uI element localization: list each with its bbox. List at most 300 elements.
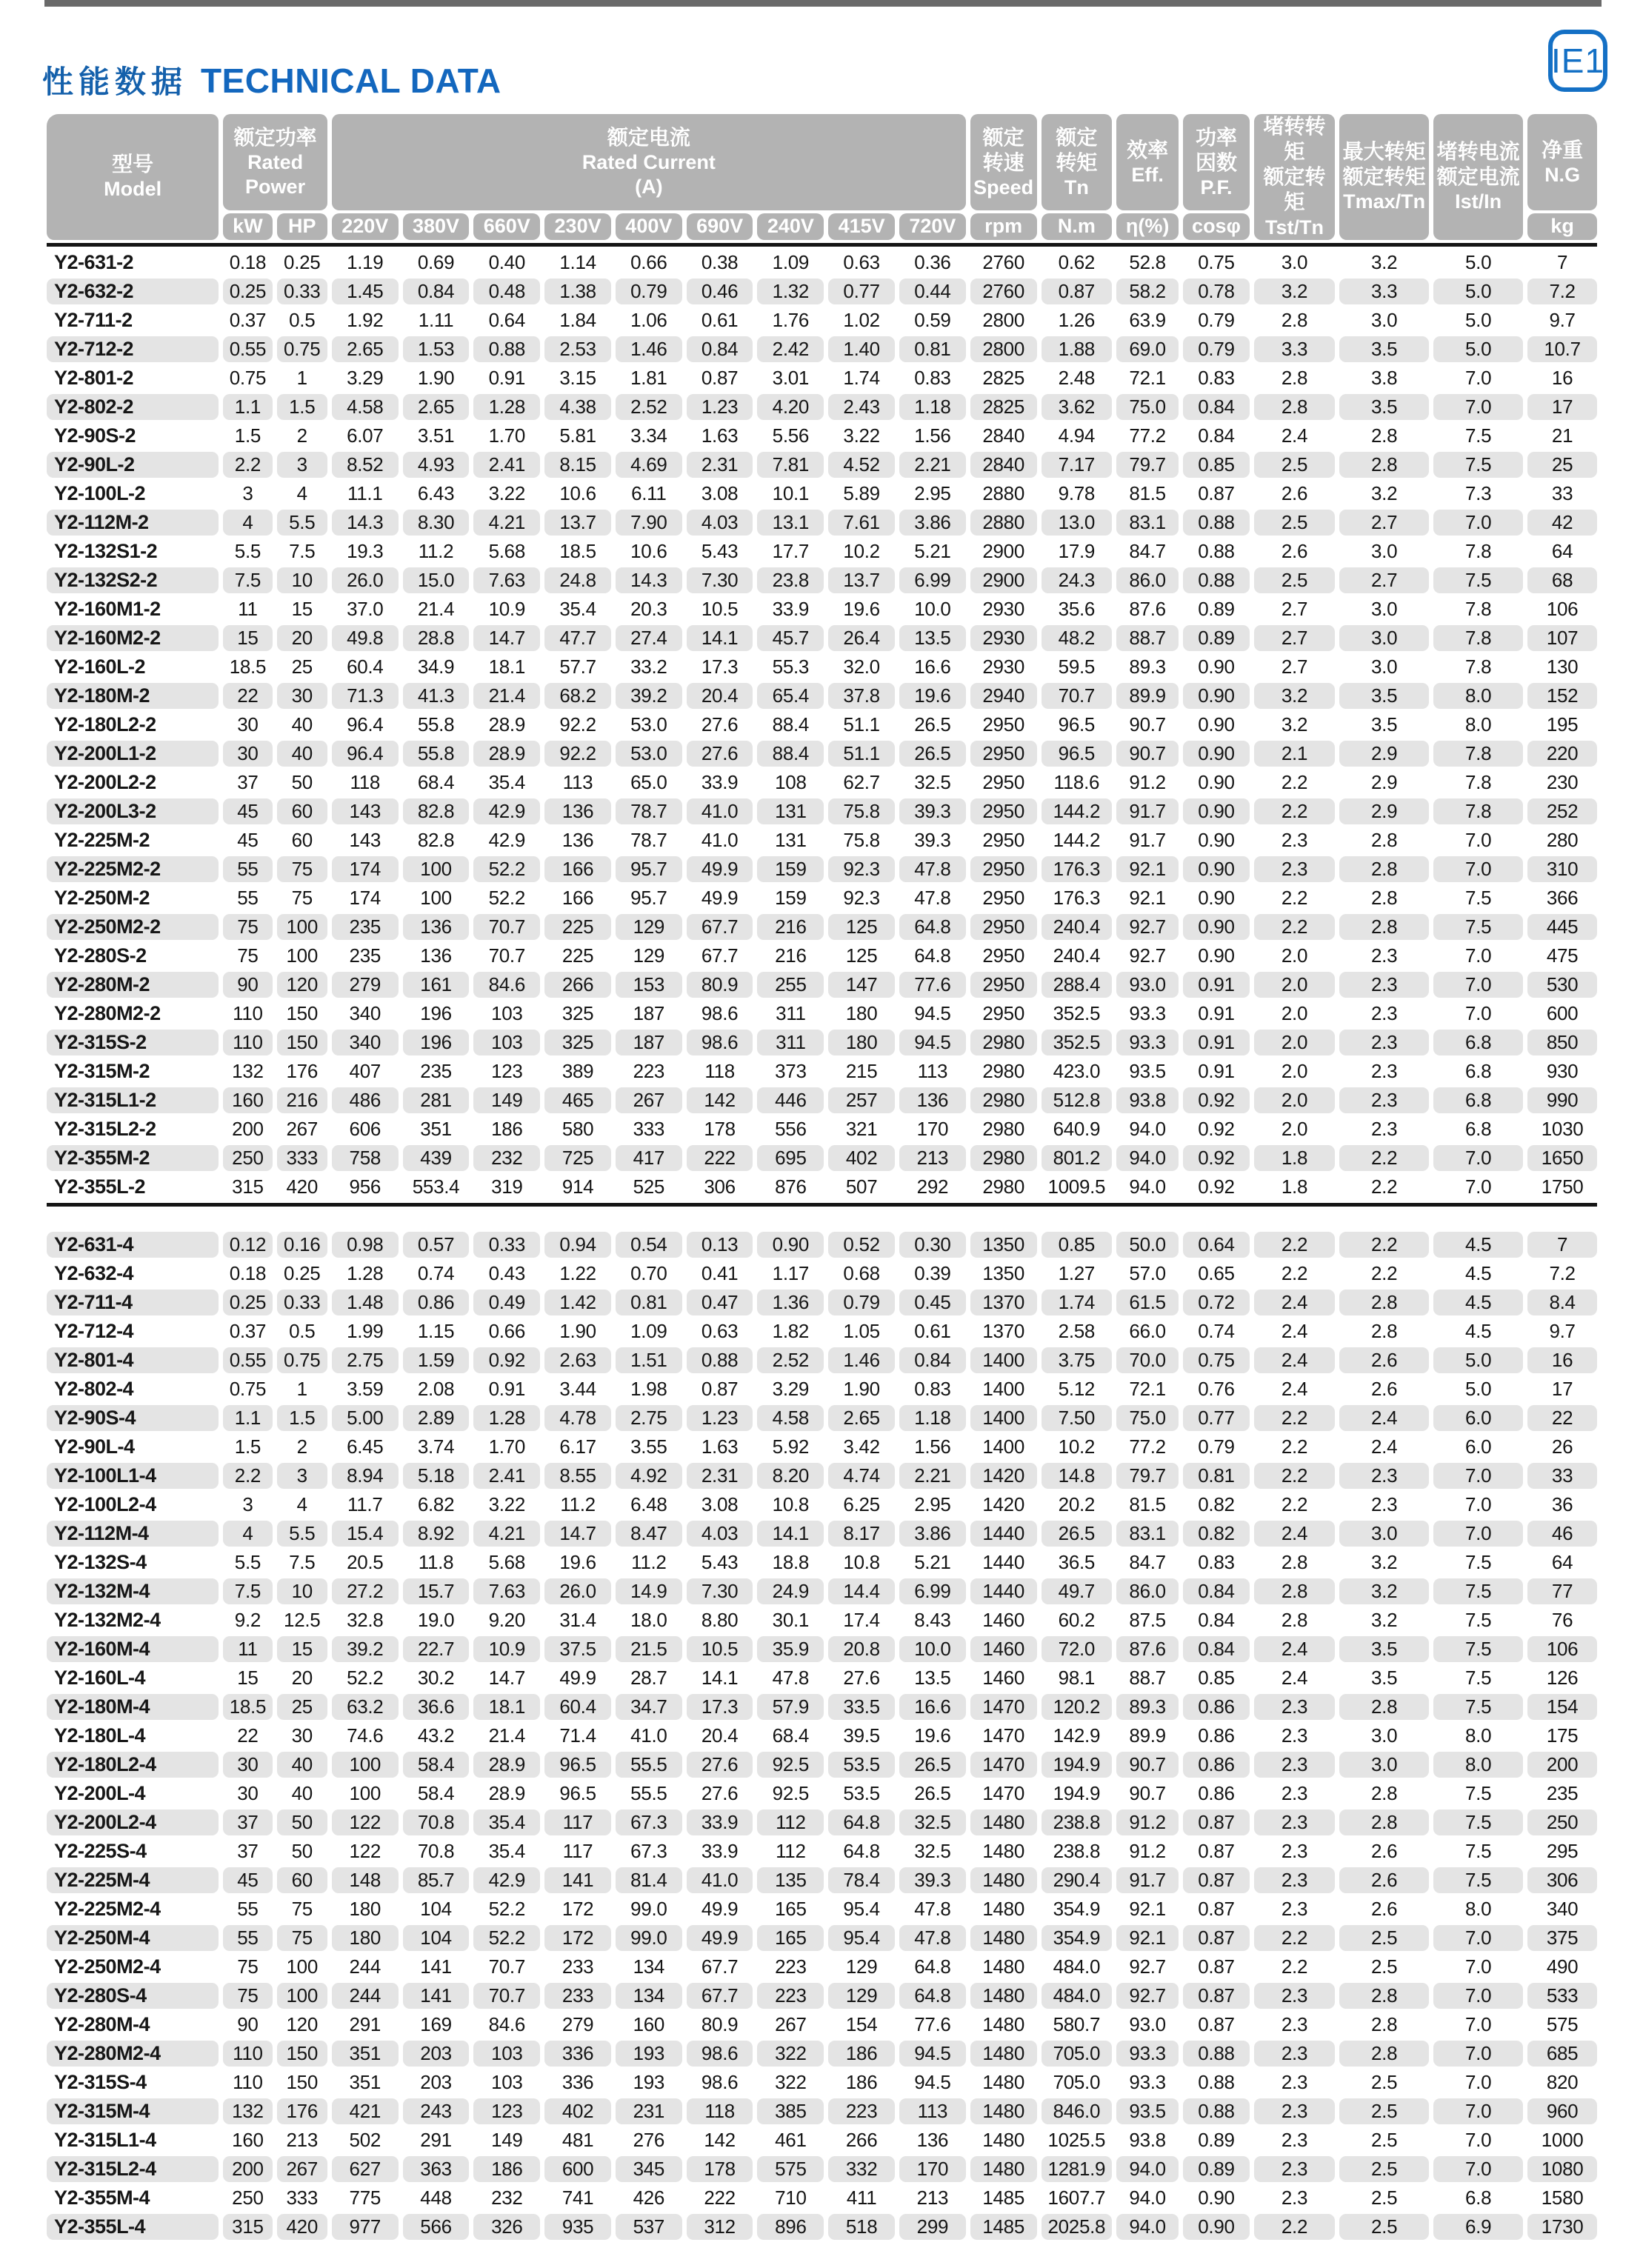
value-cell: 741 <box>561 2186 594 2209</box>
value-cell: 4 <box>223 510 272 536</box>
value-cell: 92.3 <box>843 886 880 909</box>
table-header <box>47 114 1597 240</box>
value-cell: 3.0 <box>1281 250 1308 273</box>
value-cell: 110 <box>233 1001 263 1024</box>
value-cell: 1.14 <box>559 250 596 273</box>
value-cell: 2950 <box>970 972 1037 998</box>
value-cell: 8.94 <box>332 1463 399 1489</box>
value-cell: 46 <box>1527 1521 1597 1547</box>
value-cell: 33 <box>1551 481 1573 504</box>
value-cell: 0.84 <box>687 336 753 362</box>
value-cell: 2.75 <box>332 1347 399 1373</box>
value-cell: 2.8 <box>1339 914 1429 940</box>
value-cell: 2.3 <box>1281 828 1308 851</box>
table-row <box>47 1318 1597 1344</box>
value-cell: 426 <box>633 2186 665 2209</box>
value-cell: 77.2 <box>1129 1435 1166 1458</box>
value-cell: 172 <box>561 1897 594 1920</box>
value-cell: 150 <box>277 2041 327 2067</box>
value-cell: 6.8 <box>1465 1059 1492 1082</box>
value-cell: 0.91 <box>1198 1059 1235 1082</box>
value-cell: 3.29 <box>347 366 384 389</box>
value-cell: 52.2 <box>347 1666 384 1689</box>
value-cell: 104 <box>403 1925 470 1951</box>
value-cell: 130 <box>1546 655 1579 678</box>
value-cell: 448 <box>420 2186 452 2209</box>
value-cell: 21.4 <box>417 597 455 620</box>
value-cell: 53.5 <box>843 1781 880 1804</box>
value-cell: 0.61 <box>914 1319 951 1342</box>
value-cell: 7.8 <box>1465 539 1492 562</box>
value-cell: 2.5 <box>1371 2186 1398 2209</box>
value-cell: 14.9 <box>616 1578 682 1604</box>
value-cell: 2900 <box>982 539 1024 562</box>
value-cell: 96.5 <box>559 1781 596 1804</box>
value-cell: 0.89 <box>1198 597 1235 620</box>
value-cell: 1.28 <box>473 1405 540 1431</box>
value-cell: 1730 <box>1527 2214 1597 2240</box>
value-cell: 90.7 <box>1116 741 1179 767</box>
value-cell: 30.1 <box>772 1608 810 1631</box>
model-cell: Y2-100L-2 <box>54 481 146 504</box>
value-cell: 3.74 <box>417 1435 455 1458</box>
value-cell: 10.6 <box>630 539 667 562</box>
value-cell: 55.5 <box>630 1781 667 1804</box>
value-cell: 196 <box>403 1030 470 1055</box>
model-cell: Y2-355L-2 <box>54 1175 146 1198</box>
value-cell: 1480 <box>970 1925 1037 1951</box>
table-row <box>47 394 1597 420</box>
value-cell: 0.91 <box>1198 1001 1235 1024</box>
value-cell: 93.0 <box>1116 972 1179 998</box>
value-cell: 2.52 <box>616 394 682 420</box>
value-cell: 1.23 <box>687 1405 753 1431</box>
value-cell: 176 <box>286 1059 318 1082</box>
value-cell: 5.5 <box>277 1521 327 1547</box>
value-cell: 2.8 <box>1281 1608 1308 1631</box>
value-cell: 21 <box>1551 424 1573 447</box>
unit-nm: N.m <box>1042 213 1113 239</box>
model-cell: Y2-200L1-2 <box>47 741 219 767</box>
value-cell: 2.3 <box>1254 1694 1335 1720</box>
value-cell: 290.4 <box>1042 1867 1113 1893</box>
value-cell: 20.8 <box>828 1636 895 1662</box>
value-cell: 75.0 <box>1116 394 1179 420</box>
value-cell: 37.8 <box>828 683 895 709</box>
value-cell: 2.3 <box>1339 1030 1429 1055</box>
table-row <box>47 712 1597 738</box>
value-cell: 0.87 <box>1183 1925 1250 1951</box>
value-cell: 0.86 <box>1198 1781 1235 1804</box>
table-row <box>47 625 1597 651</box>
value-cell: 445 <box>1527 914 1597 940</box>
value-cell: 49.9 <box>559 1666 596 1689</box>
value-cell: 3.5 <box>1371 713 1398 736</box>
table-row <box>47 336 1597 362</box>
value-cell: 32.5 <box>899 1810 966 1835</box>
value-cell: 122 <box>349 1839 381 1862</box>
value-cell: 1.56 <box>914 424 951 447</box>
value-cell: 255 <box>757 972 824 998</box>
value-cell: 2.5 <box>1254 510 1335 536</box>
value-cell: 2.5 <box>1254 452 1335 478</box>
value-cell: 47.8 <box>899 856 966 882</box>
value-cell: 64 <box>1551 1550 1573 1573</box>
value-cell: 850 <box>1527 1030 1597 1055</box>
table-body <box>47 243 1597 2240</box>
value-cell: 33.9 <box>701 770 739 793</box>
value-cell: 60.4 <box>544 1694 611 1720</box>
value-cell: 15 <box>237 1666 259 1689</box>
value-cell: 35.4 <box>473 1810 540 1835</box>
value-cell: 100 <box>277 914 327 940</box>
value-cell: 1.45 <box>332 279 399 304</box>
value-cell: 49.9 <box>687 856 753 882</box>
value-cell: 3 <box>277 1463 327 1489</box>
value-cell: 1480 <box>970 1983 1037 2009</box>
value-cell: 58.4 <box>417 1781 455 1804</box>
value-cell: 2.7 <box>1281 655 1308 678</box>
value-cell: 2980 <box>970 1030 1037 1055</box>
value-cell: 2.5 <box>1371 2128 1398 2151</box>
value-cell: 0.33 <box>277 279 327 304</box>
value-cell: 41.0 <box>687 798 753 824</box>
table-row <box>47 1636 1597 1662</box>
value-cell: 65.0 <box>630 770 667 793</box>
value-cell: 990 <box>1527 1087 1597 1113</box>
value-cell: 4.21 <box>473 1521 540 1547</box>
value-cell: 0.92 <box>1183 1145 1250 1171</box>
value-cell: 142 <box>704 2128 736 2151</box>
value-cell: 120.2 <box>1042 1694 1113 1720</box>
value-cell: 26.0 <box>332 567 399 593</box>
value-cell: 0.81 <box>899 336 966 362</box>
value-cell: 2.31 <box>687 452 753 478</box>
value-cell: 2930 <box>970 625 1037 651</box>
value-cell: 176 <box>277 2098 327 2124</box>
value-cell: 35.4 <box>488 1839 525 1862</box>
value-cell: 10 <box>277 1578 327 1604</box>
value-cell: 165 <box>757 1925 824 1951</box>
value-cell: 2.2 <box>1254 798 1335 824</box>
value-cell: 0.43 <box>488 1261 525 1284</box>
value-cell: 7.5 <box>223 1578 272 1604</box>
value-cell: 0.40 <box>488 250 525 273</box>
value-cell: 336 <box>544 2041 611 2067</box>
value-cell: 7.5 <box>289 1550 316 1573</box>
value-cell: 187 <box>616 1030 682 1055</box>
value-cell: 96.5 <box>1042 741 1113 767</box>
value-cell: 266 <box>845 2128 878 2151</box>
value-cell: 2.2 <box>1371 1175 1398 1198</box>
value-cell: 7.5 <box>1433 452 1523 478</box>
value-cell: 2.8 <box>1339 1290 1429 1315</box>
model-cell: Y2-90S-4 <box>47 1405 219 1431</box>
value-cell: 17.9 <box>1058 539 1096 562</box>
value-cell: 0.90 <box>1198 770 1235 793</box>
value-cell: 600 <box>544 2156 611 2182</box>
value-cell: 2.8 <box>1281 308 1308 331</box>
value-cell: 5.21 <box>914 539 951 562</box>
value-cell: 407 <box>349 1059 381 1082</box>
value-cell: 57.9 <box>757 1694 824 1720</box>
value-cell: 1480 <box>970 2156 1037 2182</box>
table-row <box>47 1001 1597 1027</box>
table-row <box>47 654 1597 680</box>
model-cell: Y2-180M-4 <box>47 1694 219 1720</box>
value-cell: 533 <box>1527 1983 1597 2009</box>
value-cell: 1460 <box>970 1636 1037 1662</box>
value-cell: 7.0 <box>1465 1175 1492 1198</box>
value-cell: 64.8 <box>899 914 966 940</box>
value-cell: 131 <box>775 828 807 851</box>
table-row <box>47 856 1597 882</box>
value-cell: 322 <box>775 2070 807 2093</box>
value-cell: 333 <box>277 1145 327 1171</box>
value-cell: 93.5 <box>1116 2098 1179 2124</box>
value-cell: 340 <box>349 1001 381 1024</box>
value-cell: 17.3 <box>701 655 739 678</box>
value-cell: 2840 <box>982 424 1024 447</box>
value-cell: 4.78 <box>544 1405 611 1431</box>
value-cell: 7.8 <box>1433 625 1523 651</box>
unit-415v: 415V <box>828 213 895 239</box>
value-cell: 153 <box>616 972 682 998</box>
value-cell: 34.9 <box>417 655 455 678</box>
value-cell: 126 <box>1546 1666 1579 1689</box>
value-cell: 11.2 <box>560 1492 596 1515</box>
table-row <box>47 1232 1597 1258</box>
value-cell: 37.0 <box>347 597 384 620</box>
value-cell: 160 <box>232 2128 264 2151</box>
value-cell: 10.8 <box>843 1550 880 1573</box>
value-cell: 2.3 <box>1254 856 1335 882</box>
value-cell: 14.7 <box>544 1521 611 1547</box>
value-cell: 180 <box>828 1030 895 1055</box>
value-cell: 0.88 <box>687 1347 753 1373</box>
value-cell: 484.0 <box>1042 1983 1113 2009</box>
value-cell: 0.45 <box>899 1290 966 1315</box>
value-cell: 279 <box>332 972 399 998</box>
value-cell: 0.89 <box>1198 2128 1235 2151</box>
value-cell: 3.3 <box>1254 336 1335 362</box>
value-cell: 110 <box>223 1030 272 1055</box>
value-cell: 4.5 <box>1433 1290 1523 1315</box>
value-cell: 8.43 <box>914 1608 951 1631</box>
value-cell: 7.0 <box>1465 828 1492 851</box>
value-cell: 1.17 <box>772 1261 810 1284</box>
value-cell: 77.6 <box>899 972 966 998</box>
model-header-zh: 型号 <box>112 153 154 176</box>
value-cell: 267 <box>616 1087 682 1113</box>
value-cell: 0.91 <box>488 1377 525 1400</box>
value-cell: 93.0 <box>1129 2012 1166 2035</box>
value-cell: 5.92 <box>772 1435 810 1458</box>
value-cell: 1.98 <box>630 1377 667 1400</box>
value-cell: 81.5 <box>1129 1492 1166 1515</box>
value-cell: 2980 <box>982 1059 1024 1082</box>
value-cell: 83.1 <box>1116 1521 1179 1547</box>
value-cell: 18.0 <box>630 1608 667 1631</box>
value-cell: 39.2 <box>616 683 682 709</box>
value-cell: 12.5 <box>284 1608 321 1631</box>
value-cell: 68.2 <box>544 683 611 709</box>
value-cell: 70.7 <box>473 914 540 940</box>
value-cell: 306 <box>704 1175 736 1198</box>
value-cell: 363 <box>403 2156 470 2182</box>
value-cell: 18.5 <box>229 655 267 678</box>
value-cell: 8.0 <box>1465 1724 1492 1747</box>
value-cell: 2980 <box>982 1175 1024 1198</box>
unit-220v: 220V <box>332 213 399 239</box>
value-cell: 160 <box>223 1087 272 1113</box>
value-cell: 75 <box>291 886 313 909</box>
value-cell: 0.33 <box>277 1290 327 1315</box>
value-cell: 0.90 <box>1183 798 1250 824</box>
value-cell: 92.7 <box>1129 1955 1166 1978</box>
value-cell: 0.13 <box>687 1232 753 1258</box>
value-cell: 10.8 <box>772 1492 810 1515</box>
value-cell: 78.7 <box>616 798 682 824</box>
value-cell: 2.3 <box>1371 944 1398 967</box>
value-cell: 3.2 <box>1339 1578 1429 1604</box>
value-cell: 87.5 <box>1129 1608 1166 1631</box>
value-cell: 11.2 <box>631 1550 667 1573</box>
value-cell: 1.5 <box>234 1435 261 1458</box>
value-cell: 2.8 <box>1371 424 1398 447</box>
value-cell: 2.5 <box>1254 567 1335 593</box>
value-cell: 42.9 <box>473 1867 540 1893</box>
model-cell: Y2-160M-4 <box>47 1636 219 1662</box>
value-cell: 117 <box>562 1839 593 1862</box>
value-cell: 1480 <box>970 2098 1037 2124</box>
value-cell: 58.4 <box>403 1752 470 1778</box>
unit-660v: 660V <box>473 213 540 239</box>
value-cell: 2.2 <box>1371 1261 1398 1284</box>
value-cell: 134 <box>616 1983 682 2009</box>
value-cell: 27.6 <box>843 1666 880 1689</box>
value-cell: 8.0 <box>1465 713 1492 736</box>
value-cell: 8.92 <box>403 1521 470 1547</box>
value-cell: 1.90 <box>559 1319 596 1342</box>
value-cell: 103 <box>491 1001 523 1024</box>
value-cell: 49.7 <box>1042 1578 1113 1604</box>
value-cell: 1 <box>296 1377 307 1400</box>
value-cell: 100 <box>349 1781 381 1804</box>
table-row <box>47 1810 1597 1835</box>
model-cell: Y2-225M2-2 <box>47 856 219 882</box>
value-cell: 2.08 <box>417 1377 455 1400</box>
value-cell: 7.63 <box>473 567 540 593</box>
value-cell: 166 <box>544 856 611 882</box>
value-cell: 5.0 <box>1465 1377 1492 1400</box>
value-cell: 58.2 <box>1116 279 1179 304</box>
value-cell: 0.87 <box>1198 481 1235 504</box>
value-cell: 389 <box>561 1059 594 1082</box>
value-cell: 2760 <box>970 279 1037 304</box>
value-cell: 7.8 <box>1465 770 1492 793</box>
value-cell: 70.0 <box>1116 1347 1179 1373</box>
value-cell: 3.75 <box>1042 1347 1113 1373</box>
value-cell: 96.4 <box>332 741 399 767</box>
value-cell: 230 <box>1546 770 1579 793</box>
value-cell: 7.0 <box>1433 1521 1523 1547</box>
model-cell: Y2-280S-4 <box>47 1983 219 2009</box>
value-cell: 118 <box>687 2098 753 2124</box>
value-cell: 575 <box>757 2156 824 2182</box>
value-cell: 3.8 <box>1371 366 1398 389</box>
value-cell: 223 <box>775 1955 807 1978</box>
value-cell: 132 <box>232 1059 264 1082</box>
value-cell: 35.4 <box>488 770 525 793</box>
value-cell: 47.7 <box>544 625 611 651</box>
value-cell: 106 <box>1546 597 1579 620</box>
value-cell: 279 <box>561 2012 594 2035</box>
value-cell: 6.45 <box>347 1435 384 1458</box>
value-cell: 5.5 <box>234 1550 261 1573</box>
value-cell: 1.8 <box>1254 1145 1335 1171</box>
value-cell: 142 <box>687 1087 753 1113</box>
technical-data-table-wrap <box>42 111 1602 2243</box>
value-cell: 2800 <box>970 336 1037 362</box>
value-cell: 17.4 <box>843 1608 880 1631</box>
value-cell: 1.51 <box>616 1347 682 1373</box>
value-cell: 1.15 <box>417 1319 455 1342</box>
table-row <box>47 538 1597 564</box>
value-cell: 14.3 <box>616 567 682 593</box>
value-cell: 13.1 <box>757 510 824 536</box>
value-cell: 6.8 <box>1433 1087 1523 1113</box>
value-cell: 7.81 <box>757 452 824 478</box>
value-cell: 0.88 <box>1183 567 1250 593</box>
value-cell: 4 <box>296 1492 307 1515</box>
value-cell: 2.65 <box>332 336 399 362</box>
value-cell: 225 <box>544 914 611 940</box>
value-cell: 70.7 <box>1042 683 1113 709</box>
value-cell: 213 <box>899 1145 966 1171</box>
value-cell: 7.0 <box>1433 394 1523 420</box>
value-cell: 2.3 <box>1371 1059 1398 1082</box>
value-cell: 0.86 <box>1183 1694 1250 1720</box>
value-cell: 0.63 <box>701 1319 739 1342</box>
value-cell: 2.8 <box>1371 886 1398 909</box>
value-cell: 3.44 <box>559 1377 596 1400</box>
value-cell: 2.8 <box>1371 1781 1398 1804</box>
value-cell: 5.0 <box>1433 279 1523 304</box>
value-cell: 129 <box>828 1983 895 2009</box>
value-cell: 1480 <box>970 1867 1037 1893</box>
value-cell: 8.80 <box>701 1608 739 1631</box>
value-cell: 0.84 <box>1183 394 1250 420</box>
value-cell: 1.06 <box>630 308 667 331</box>
value-cell: 235 <box>1546 1781 1579 1804</box>
value-cell: 0.41 <box>701 1261 739 1284</box>
value-cell: 325 <box>544 1030 611 1055</box>
value-cell: 2.3 <box>1281 2186 1308 2209</box>
value-cell: 94.0 <box>1129 2186 1166 2209</box>
value-cell: 0.88 <box>1198 2070 1235 2093</box>
value-cell: 92.7 <box>1116 1983 1179 2009</box>
value-cell: 2940 <box>970 683 1037 709</box>
value-cell: 291 <box>420 2128 452 2151</box>
value-cell: 420 <box>286 1175 318 1198</box>
value-cell: 93.8 <box>1129 2128 1166 2151</box>
table-row <box>47 1867 1597 1893</box>
value-cell: 2.4 <box>1339 1405 1429 1431</box>
value-cell: 68.4 <box>772 1724 810 1747</box>
value-cell: 98.6 <box>701 2070 739 2093</box>
value-cell: 41.0 <box>630 1724 667 1747</box>
